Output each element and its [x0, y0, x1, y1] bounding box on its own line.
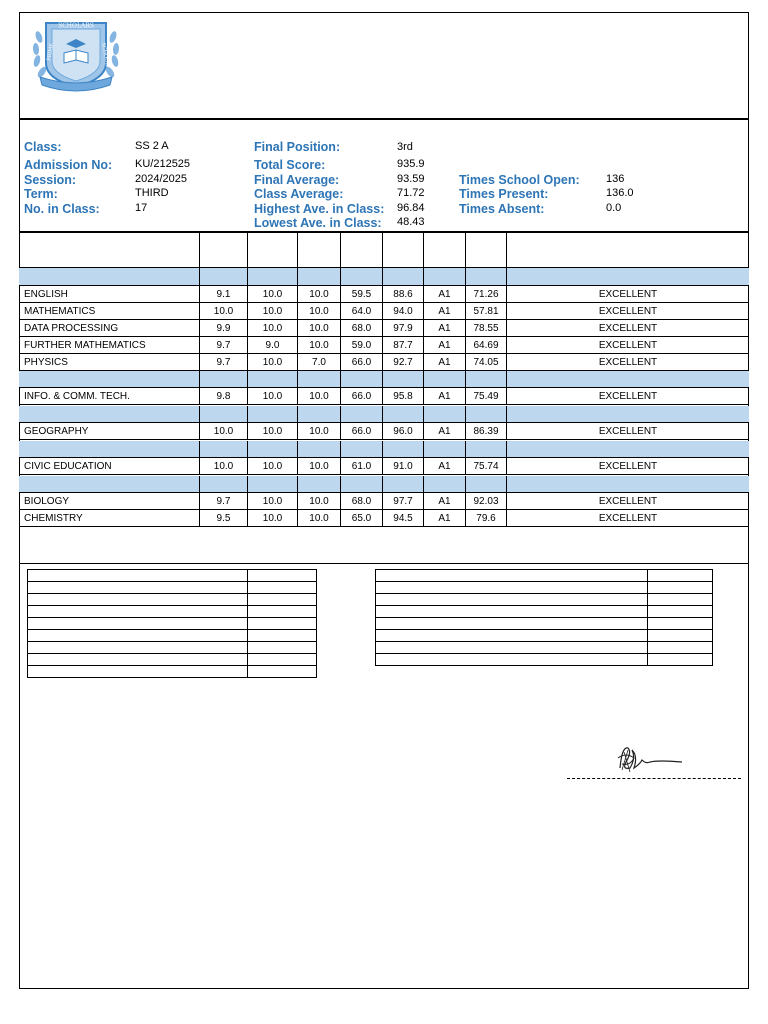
- band-cell: [466, 441, 507, 457]
- value-cell: [648, 594, 713, 606]
- label-cell: [376, 606, 648, 618]
- value-cell: [648, 582, 713, 594]
- score-cell-total: 87.7: [383, 337, 424, 353]
- score-cell-grade: A1: [424, 286, 466, 302]
- score-cell-c1: 9.9: [200, 320, 248, 336]
- school-crest-logo: [30, 17, 122, 95]
- score-cell-grade: A1: [424, 337, 466, 353]
- remark-cell: EXCELLENT: [598, 460, 658, 472]
- band-cell: [298, 406, 341, 422]
- table-row: [19, 388, 749, 405]
- section-band-row: [19, 268, 749, 286]
- value-cell: [248, 666, 317, 678]
- value-cell: [248, 582, 317, 594]
- score-cell-grade: A1: [424, 510, 466, 526]
- left-summary-row: [28, 570, 317, 582]
- class-value: SS 2 A: [135, 140, 169, 152]
- table-row: [19, 286, 749, 303]
- left-summary-row: [28, 582, 317, 594]
- score-cell-c3: 10.0: [298, 510, 341, 526]
- value-cell: [248, 618, 317, 630]
- header-cell: [424, 232, 466, 267]
- remark-cell: EXCELLENT: [598, 305, 658, 317]
- label-cell: [28, 630, 248, 642]
- score-cell-c2: 10.0: [248, 458, 298, 474]
- class-average-label: Class Average:: [254, 187, 344, 201]
- score-cell-c1: 9.1: [200, 286, 248, 302]
- no-in-class-value: 17: [135, 202, 148, 214]
- band-cell: [200, 441, 248, 457]
- band-cell: [507, 441, 749, 457]
- score-cell-c1: 9.5: [200, 510, 248, 526]
- class-average-value: 71.72: [397, 187, 425, 199]
- score-cell-total: 96.0: [383, 423, 424, 439]
- score-cell-avg: 75.74: [466, 458, 507, 474]
- term-label: Term:: [24, 187, 58, 201]
- left-summary-row: [28, 606, 317, 618]
- band-cell: [424, 476, 466, 492]
- header-cell: [507, 232, 749, 267]
- subject-name-cell: CHEMISTRY: [19, 510, 200, 526]
- label-cell: [376, 642, 648, 654]
- final-average-value: 93.59: [397, 173, 425, 185]
- value-cell: [248, 606, 317, 618]
- no-in-class-label: No. in Class:: [24, 202, 100, 216]
- score-cell-total: 94.0: [383, 303, 424, 319]
- band-cell: [466, 268, 507, 285]
- band-cell: [200, 268, 248, 285]
- value-cell: [648, 606, 713, 618]
- score-cell-grade: A1: [424, 354, 466, 370]
- score-cell-avg: 78.55: [466, 320, 507, 336]
- left-summary-row: [28, 618, 317, 630]
- value-cell: [248, 594, 317, 606]
- score-cell-c2: 9.0: [248, 337, 298, 353]
- highest-average-value: 96.84: [397, 202, 425, 214]
- score-cell-c1: 9.8: [200, 388, 248, 404]
- label-cell: [28, 594, 248, 606]
- left-summary-row: [28, 594, 317, 606]
- value-cell: [648, 642, 713, 654]
- table-row: [19, 303, 749, 320]
- score-cell-avg: 64.69: [466, 337, 507, 353]
- band-cell: [248, 441, 298, 457]
- right-summary-row: [376, 654, 713, 666]
- signature-line: [567, 778, 741, 779]
- label-cell: [376, 630, 648, 642]
- table-row: [19, 337, 749, 354]
- band-cell: [383, 268, 424, 285]
- band-cell: [383, 406, 424, 422]
- remark-cell: EXCELLENT: [598, 356, 658, 368]
- table-row: [19, 423, 749, 440]
- label-cell: [376, 570, 648, 582]
- class-label: Class:: [24, 140, 62, 154]
- band-cell: [19, 476, 200, 492]
- band-cell: [507, 406, 749, 422]
- value-cell: [648, 618, 713, 630]
- band-cell: [19, 441, 200, 457]
- score-cell-c2: 10.0: [248, 354, 298, 370]
- label-cell: [376, 654, 648, 666]
- band-cell: [424, 406, 466, 422]
- label-cell: [28, 654, 248, 666]
- label-cell: [28, 618, 248, 630]
- score-cell-c1: 9.7: [200, 354, 248, 370]
- band-cell: [466, 371, 507, 387]
- score-cell-total: 94.5: [383, 510, 424, 526]
- section-band-row: [19, 476, 749, 493]
- right-summary-row: [376, 606, 713, 618]
- subject-name-cell: GEOGRAPHY: [19, 423, 200, 439]
- value-cell: [248, 654, 317, 666]
- total-score-value: 935.9: [397, 158, 425, 170]
- score-cell-grade: A1: [424, 423, 466, 439]
- score-cell-total: 88.6: [383, 286, 424, 302]
- subject-name-cell: BIOLOGY: [19, 493, 200, 509]
- band-cell: [298, 441, 341, 457]
- score-cell-c2: 10.0: [248, 493, 298, 509]
- score-cell-total: 97.9: [383, 320, 424, 336]
- band-cell: [507, 268, 749, 285]
- subject-name-cell: MATHEMATICS: [19, 303, 200, 319]
- value-cell: [648, 630, 713, 642]
- band-cell: [507, 371, 749, 387]
- right-summary-row: [376, 582, 713, 594]
- band-cell: [19, 371, 200, 387]
- signature: [608, 738, 684, 776]
- term-value: THIRD: [135, 187, 169, 199]
- band-cell: [298, 268, 341, 285]
- score-cell-total: 95.8: [383, 388, 424, 404]
- crest-top-text: SCHOLARS: [58, 22, 94, 30]
- final-average-label: Final Average:: [254, 173, 340, 187]
- score-cell-c1: 10.0: [200, 303, 248, 319]
- score-cell-total: 91.0: [383, 458, 424, 474]
- score-cell-avg: 71.26: [466, 286, 507, 302]
- value-cell: [648, 654, 713, 666]
- label-cell: [28, 606, 248, 618]
- score-cell-c3: 10.0: [298, 337, 341, 353]
- score-cell-c3: 10.0: [298, 286, 341, 302]
- table-row: [19, 320, 749, 337]
- score-cell-c2: 10.0: [248, 423, 298, 439]
- band-cell: [298, 371, 341, 387]
- score-cell-avg: 86.39: [466, 423, 507, 439]
- label-cell: [376, 594, 648, 606]
- left-summary-row: [28, 666, 317, 678]
- lowest-average-label: Lowest Ave. in Class:: [254, 216, 382, 230]
- remark-cell: EXCELLENT: [598, 339, 658, 351]
- score-cell-c2: 10.0: [248, 320, 298, 336]
- band-cell: [200, 476, 248, 492]
- score-cell-grade: A1: [424, 320, 466, 336]
- band-cell: [383, 476, 424, 492]
- table-row: [19, 493, 749, 510]
- right-summary-row: [376, 642, 713, 654]
- band-cell: [424, 268, 466, 285]
- times-open-label: Times School Open:: [459, 173, 580, 187]
- score-cell-c2: 10.0: [248, 510, 298, 526]
- table-header-row: [19, 232, 749, 268]
- score-cell-exam: 68.0: [341, 493, 383, 509]
- table-row: [19, 458, 749, 475]
- score-cell-grade: A1: [424, 493, 466, 509]
- remark-cell: EXCELLENT: [598, 288, 658, 300]
- score-cell-total: 97.7: [383, 493, 424, 509]
- score-cell-exam: 68.0: [341, 320, 383, 336]
- section-band-row: [19, 406, 749, 423]
- band-cell: [341, 406, 383, 422]
- score-cell-c2: 10.0: [248, 388, 298, 404]
- times-open-value: 136: [606, 173, 625, 185]
- label-cell: [28, 570, 248, 582]
- score-cell-c1: 10.0: [200, 423, 248, 439]
- value-cell: [248, 630, 317, 642]
- right-summary-row: [376, 630, 713, 642]
- label-cell: [28, 666, 248, 678]
- score-cell-exam: 66.0: [341, 423, 383, 439]
- band-cell: [341, 441, 383, 457]
- admission-label: Admission No:: [24, 158, 113, 172]
- score-cell-grade: A1: [424, 303, 466, 319]
- score-cell-exam: 61.0: [341, 458, 383, 474]
- band-cell: [341, 371, 383, 387]
- header-cell: [341, 232, 383, 267]
- final-position-label: Final Position:: [254, 140, 341, 154]
- score-cell-exam: 59.5: [341, 286, 383, 302]
- section-band-row: [19, 441, 749, 458]
- band-cell: [200, 371, 248, 387]
- remark-cell: EXCELLENT: [598, 495, 658, 507]
- score-cell-grade: A1: [424, 458, 466, 474]
- value-cell: [248, 570, 317, 582]
- band-cell: [424, 441, 466, 457]
- header-cell: [383, 232, 424, 267]
- right-summary-row: [376, 618, 713, 630]
- score-cell-c3: 10.0: [298, 423, 341, 439]
- score-cell-c1: 9.7: [200, 337, 248, 353]
- table-row: [19, 354, 749, 371]
- label-cell: [28, 582, 248, 594]
- band-cell: [466, 476, 507, 492]
- label-cell: [376, 618, 648, 630]
- remark-cell: EXCELLENT: [598, 390, 658, 402]
- score-cell-c3: 10.0: [298, 320, 341, 336]
- lowest-average-value: 48.43: [397, 216, 425, 228]
- header-cell: [200, 232, 248, 267]
- value-cell: [248, 642, 317, 654]
- score-cell-exam: 66.0: [341, 354, 383, 370]
- score-cell-exam: 65.0: [341, 510, 383, 526]
- score-cell-c3: 10.0: [298, 493, 341, 509]
- band-cell: [383, 441, 424, 457]
- session-label: Session:: [24, 173, 77, 187]
- crest-left-text: PRIME: [46, 42, 56, 62]
- left-summary-row: [28, 642, 317, 654]
- times-present-value: 136.0: [606, 187, 634, 199]
- score-cell-c3: 10.0: [298, 388, 341, 404]
- table-row: [19, 510, 749, 527]
- band-cell: [248, 406, 298, 422]
- header-divider: [19, 118, 749, 120]
- score-cell-c3: 10.0: [298, 303, 341, 319]
- header-cell: [19, 232, 200, 267]
- admission-value: KU/212525: [135, 158, 191, 170]
- subject-name-cell: CIVIC EDUCATION: [19, 458, 200, 474]
- score-cell-c2: 10.0: [248, 286, 298, 302]
- score-cell-avg: 79.6: [466, 510, 507, 526]
- remark-cell: EXCELLENT: [598, 512, 658, 524]
- right-summary-table: [375, 569, 713, 666]
- session-value: 2024/2025: [135, 173, 187, 185]
- score-cell-avg: 92.03: [466, 493, 507, 509]
- band-cell: [341, 268, 383, 285]
- subject-name-cell: FURTHER MATHEMATICS: [19, 337, 200, 353]
- subject-name-cell: ENGLISH: [19, 286, 200, 302]
- right-summary-row: [376, 570, 713, 582]
- score-cell-exam: 59.0: [341, 337, 383, 353]
- band-cell: [383, 371, 424, 387]
- band-cell: [19, 268, 200, 285]
- subject-name-cell: PHYSICS: [19, 354, 200, 370]
- band-cell: [19, 406, 200, 422]
- band-cell: [248, 371, 298, 387]
- subject-name-cell: INFO. & COMM. TECH.: [19, 388, 200, 404]
- score-cell-exam: 66.0: [341, 388, 383, 404]
- band-cell: [248, 268, 298, 285]
- score-cell-c1: 10.0: [200, 458, 248, 474]
- highest-average-label: Highest Ave. in Class:: [254, 202, 385, 216]
- header-cell: [298, 232, 341, 267]
- section-band-row: [19, 371, 749, 388]
- subject-name-cell: DATA PROCESSING: [19, 320, 200, 336]
- score-cell-avg: 74.05: [466, 354, 507, 370]
- times-absent-value: 0.0: [606, 202, 622, 214]
- left-summary-table: [27, 569, 317, 678]
- band-cell: [466, 406, 507, 422]
- remark-cell: EXCELLENT: [598, 322, 658, 334]
- score-cell-c1: 9.7: [200, 493, 248, 509]
- times-present-label: Times Present:: [459, 187, 549, 201]
- score-cell-exam: 64.0: [341, 303, 383, 319]
- table-bottom-divider: [19, 563, 749, 564]
- left-summary-row: [28, 630, 317, 642]
- value-cell: [648, 570, 713, 582]
- score-cell-c3: 7.0: [298, 354, 341, 370]
- remark-cell: EXCELLENT: [598, 425, 658, 437]
- label-cell: [28, 642, 248, 654]
- band-cell: [507, 476, 749, 492]
- band-cell: [424, 371, 466, 387]
- times-absent-label: Times Absent:: [459, 202, 545, 216]
- final-position-value: 3rd: [397, 141, 413, 153]
- band-cell: [341, 476, 383, 492]
- total-score-label: Total Score:: [254, 158, 326, 172]
- band-cell: [248, 476, 298, 492]
- score-cell-avg: 57.81: [466, 303, 507, 319]
- header-cell: [248, 232, 298, 267]
- score-cell-total: 92.7: [383, 354, 424, 370]
- score-cell-c2: 10.0: [248, 303, 298, 319]
- crest-right-text: SCHOOL: [100, 42, 110, 67]
- label-cell: [376, 582, 648, 594]
- band-cell: [200, 406, 248, 422]
- score-cell-avg: 75.49: [466, 388, 507, 404]
- left-summary-row: [28, 654, 317, 666]
- band-cell: [298, 476, 341, 492]
- score-cell-c3: 10.0: [298, 458, 341, 474]
- header-cell: [466, 232, 507, 267]
- right-summary-row: [376, 594, 713, 606]
- score-cell-grade: A1: [424, 388, 466, 404]
